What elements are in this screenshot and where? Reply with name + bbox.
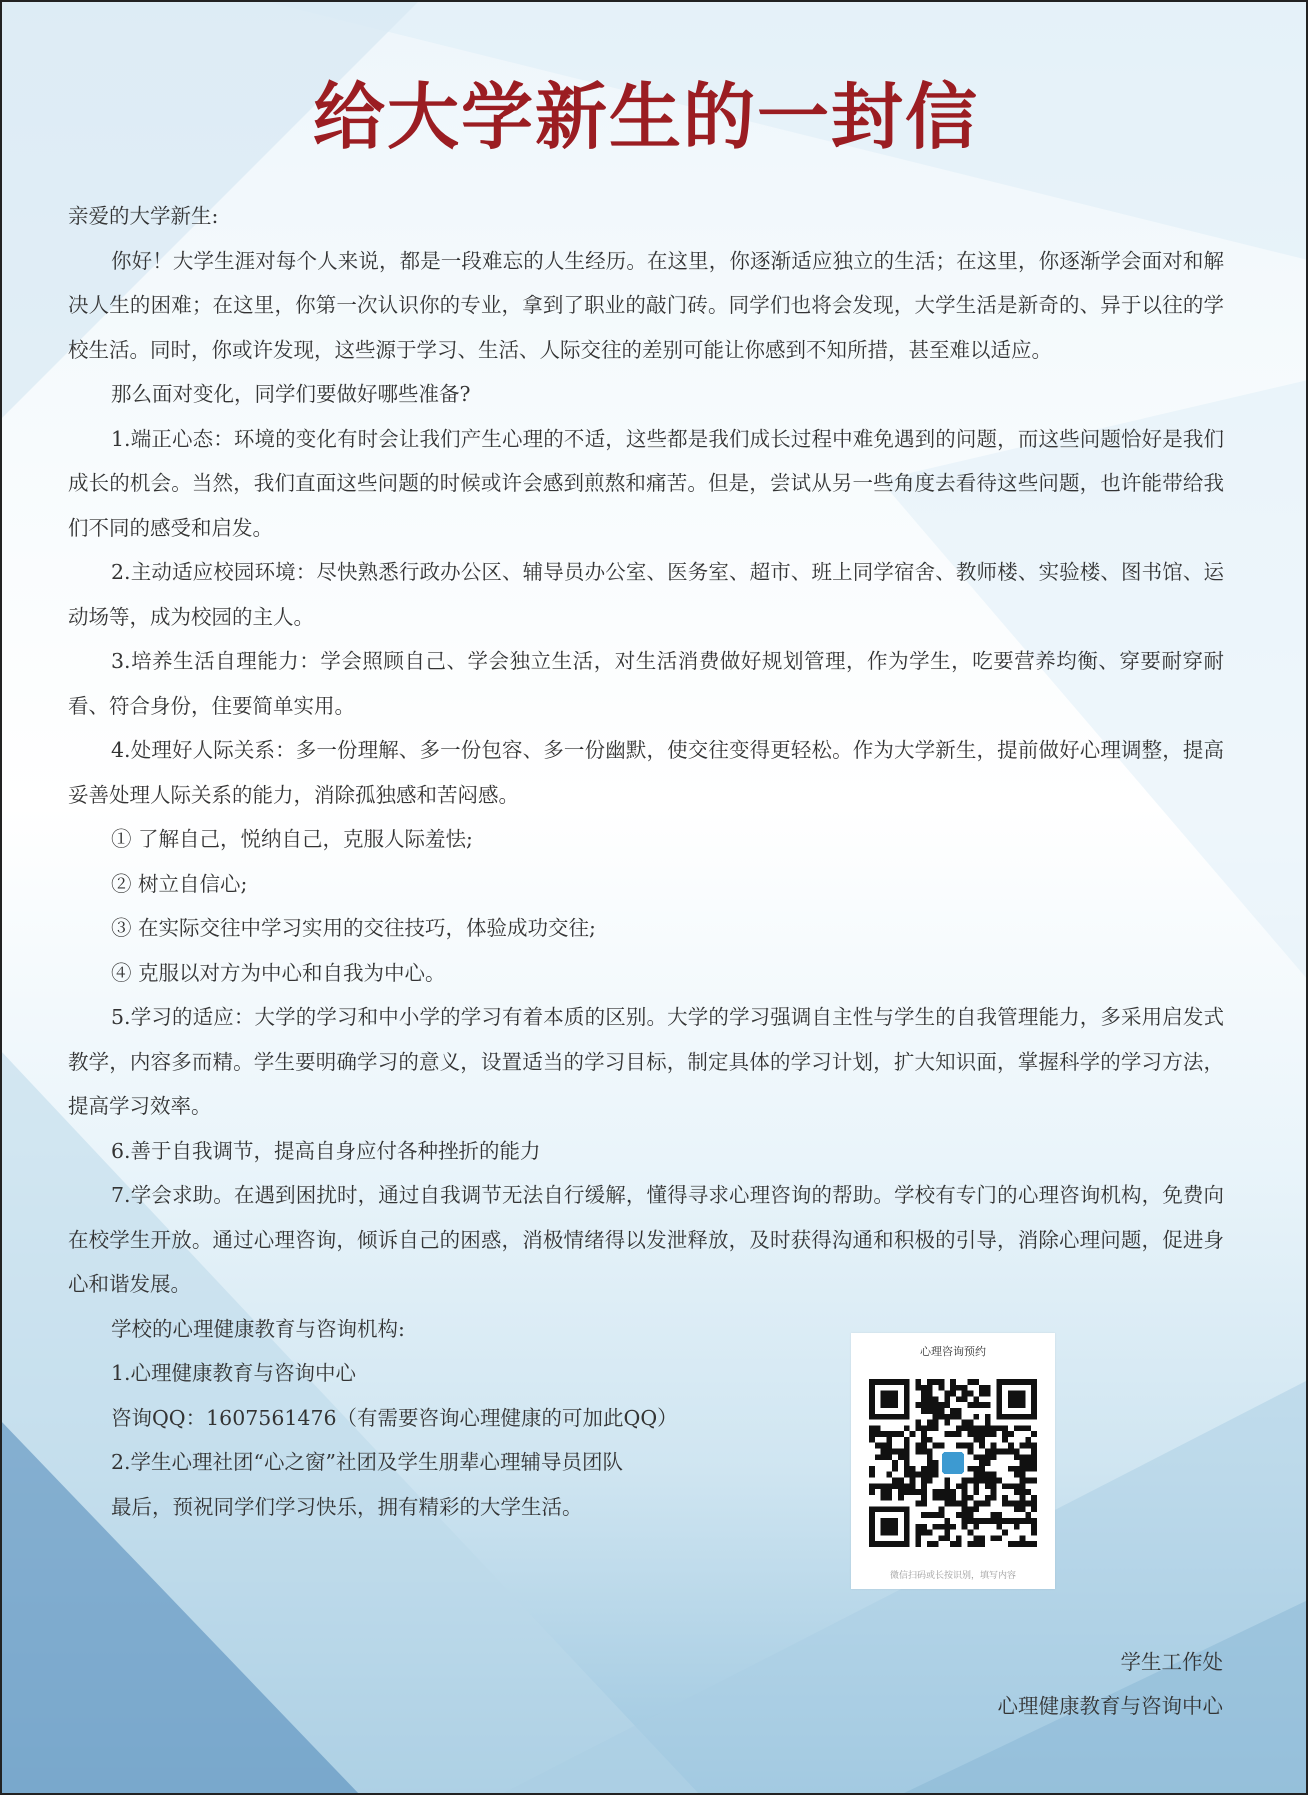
item-6-paragraph: 6.善于自我调节，提高自身应付各种挫折的能力 — [111, 1138, 541, 1163]
salutation: 亲爱的大学新生: — [68, 204, 219, 228]
question-paragraph: 那么面对变化，同学们要做好哪些准备? — [111, 382, 471, 406]
organization-1: 1.心理健康教育与咨询中心 — [111, 1361, 357, 1385]
qr-code[interactable] — [869, 1379, 1037, 1547]
consult-qq: 咨询QQ：1607561476（有需要咨询心理健康的可加此QQ） — [111, 1405, 678, 1430]
item-4-paragraph: 4.处理好人际关系：多一份理解、多一份包容、多一份幽默，使交往变得更轻松。作为大学新生，提前做好心理调整，提高妥善处理人际关系的能力，消除孤独感和苦闷感。 — [68, 738, 1224, 807]
sub-item-4: ④ 克服以对方为中心和自我为中心。 — [111, 960, 446, 985]
closing-line: 最后，预祝同学们学习快乐，拥有精彩的大学生活。 — [111, 1494, 583, 1519]
organization-heading: 学校的心理健康教育与咨询机构: — [111, 1316, 405, 1341]
sub-item-2: ② 树立自信心; — [111, 871, 248, 896]
item-1-paragraph: 1.端正心态：环境的变化有时会让我们产生心理的不适，这些都是我们成长过程中难免遇到的问题，而这些问题恰好是我们成长的机会。当然，我们直面这些问题的时候或许会感到煎熬和痛苦。但是，尝试从另一些角度去看待这些问题，也许能带给我们不同的感受和启发。 — [68, 426, 1224, 540]
intro-paragraph: 你好！大学生涯对每个人来说，都是一段难忘的人生经历。在这里，你逐渐适应独立的生活；在这里，你逐渐学会面对和解决人生的困难；在这里，你第一次认识你的专业，拿到了职业的敲门砖。同学们也将会发现，大学生活是新奇的、异于以往的学校生活。同时，你或许发现，这些源于学习、生活、人际交往的差别可能让你感到不知所措，甚至难以适应。 — [68, 248, 1224, 362]
organization-2: 2.学生心理社团“心之窗”社团及学生朋辈心理辅导员团队 — [111, 1450, 624, 1474]
item-5-paragraph: 5.学习的适应：大学的学习和中小学的学习有着本质的区别。大学的学习强调自主性与学生的自我管理能力，多采用启发式教学，内容多而精。学生要明确学习的意义，设置适当的学习目标，制定具体的学习计划，扩大知识面，掌握科学的学习方法，提高学习效率。 — [68, 1005, 1224, 1118]
item-7-paragraph: 7.学会求助。在遇到困扰时，通过自我调节无法自行缓解，懂得寻求心理咨询的帮助。学校有专门的心理咨询机构，免费向在校学生开放。通过心理咨询，倾诉自己的困惑，消极情绪得以发泄释放，及时获得沟通和积极的引导，消除心理问题，促进身心和谐发展。 — [68, 1183, 1224, 1296]
qr-caption: 微信扫码或长按识别，填写内容 — [889, 1571, 1016, 1581]
letter-body — [68, 72, 1224, 1529]
page-title: 给大学新生的一封信 — [312, 74, 979, 159]
sub-item-3: ③ 在实际交往中学习实用的交往技巧，体验成功交往; — [111, 916, 596, 940]
qr-title: 心理咨询预约 — [920, 1345, 986, 1358]
item-2-paragraph: 2.主动适应校园环境：尽快熟悉行政办公区、辅导员办公室、医务室、超市、班上同学宿舍、教师楼、实验楼、图书馆、运动场等，成为校园的主人。 — [68, 560, 1224, 629]
item-3-paragraph: 3.培养生活自理能力：学会照顾自己、学会独立生活，对生活消费做好规划管理，作为学生，吃要营养均衡、穿要耐穿耐看、符合身份，住要简单实用。 — [68, 649, 1224, 718]
qr-card — [851, 1333, 1055, 1589]
signature-center: 心理健康教育与咨询中心 — [997, 1694, 1223, 1718]
sub-item-1: ① 了解自己，悦纳自己，克服人际羞怯; — [111, 827, 473, 851]
signature-department: 学生工作处 — [1120, 1650, 1223, 1674]
